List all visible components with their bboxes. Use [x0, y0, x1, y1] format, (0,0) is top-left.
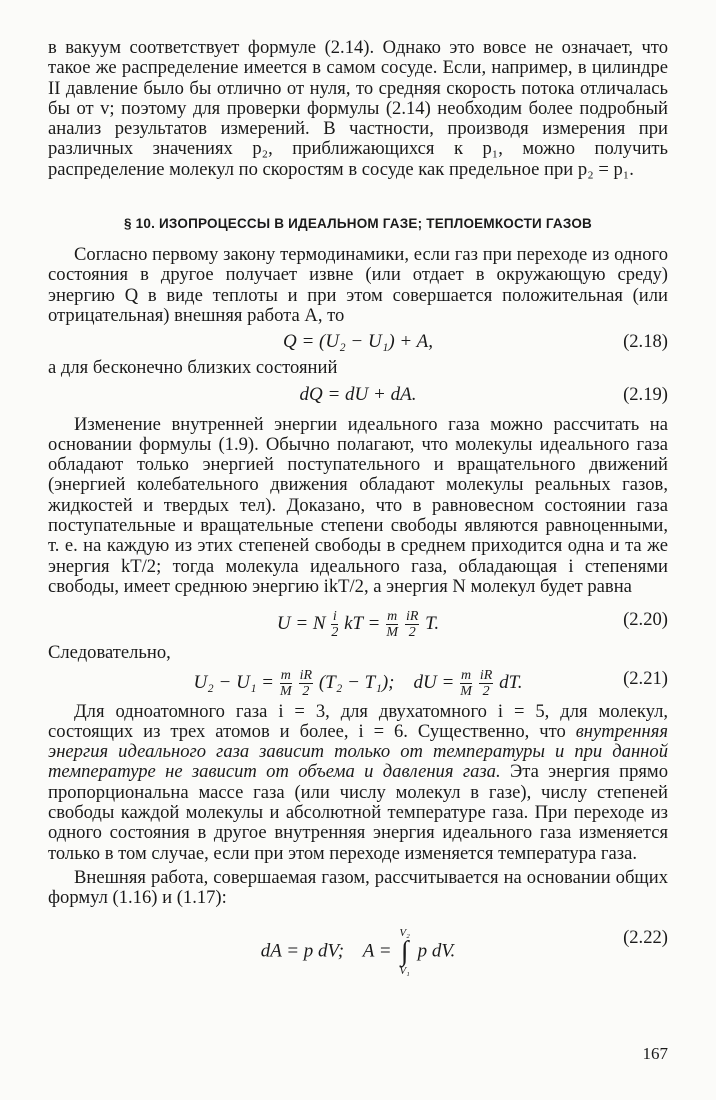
paragraph-monatomic-a: Для одноатомного газа i = 3, для двухатомного i = 5, для молекул, состоящих из трех атомов и более, i = 6. Существенно, что [48, 700, 668, 742]
eq-2-21-part4: dT. [499, 671, 523, 693]
intro-paragraph: в вакуум соответствует формуле (2.14). Однако это вовсе не означает, что такое же распределение имеется в самом сосуде. Если, например, в цилиндре II давление было бы отлично от нуля, то средняя скорость потока отличалась бы от v; поэтому для проверки формулы (2.14) необходим более подробный анализ результатов измерений. В частности, производя измерения при различных значениях p₂, приближающихся к p₁, можно получить распределение молекул по скоростям в сосуде как предельное при p₂ = p₁. [48, 37, 668, 180]
paragraph-internal-energy: Изменение внутренней энергии идеального газа можно рассчитать на основании формулы (1.9). Обычно полагают, что молекулы идеального газа обладают только энергией поступательного и вращательного движений (энергией колебательного движения обладают молекулы реальных газов, жидкостей и твердых тел). Доказано, что в равновесном состоянии газа поступательные и вращательные степени свободы являются равноценными, т. е. на каждую из этих степеней свободы в среднем приходится одна и та же энергия kT/2; тогда молекула идеального газа, обладающая i степенями свободы, имеет среднюю энергию ikT/2, а энергия N молекул будет равна [48, 413, 668, 597]
paragraph-monatomic-italic: внутренняя энергия идеального газа зависит только от температуры и при данной температуре не зависит от объема и давления газа. [48, 720, 668, 783]
eq-2-21-part1: U₂ − U₁ = [193, 671, 274, 693]
paragraph-consequently: Следовательно, [48, 642, 171, 664]
eq-2-20-part3: T. [425, 613, 440, 635]
eq-2-21-fraction-m-over-M: $\frac{m}{M}$ [279, 667, 292, 699]
equation-2-22-formula [48, 927, 668, 977]
eq-2-21-fraction-iR-over-2-2: $\frac{iR}{2}$ [479, 667, 493, 699]
paragraph-close-states: а для бесконечно близких состояний [48, 357, 338, 379]
page-number: 167 [642, 1044, 668, 1063]
equation-2-22 [48, 909, 668, 977]
eq-2-20-fraction-i-over-2: $\frac{i}{2}$ [331, 609, 339, 641]
equation-2-18 [48, 326, 668, 358]
equation-2-21 [48, 656, 668, 702]
equation-2-19-formula: dQ = dU + dA. [299, 383, 417, 405]
equation-2-19-number: (2.19) [623, 383, 668, 405]
eq-2-21-fraction-m-over-M-2: $\frac{m}{M}$ [460, 667, 472, 699]
equation-2-18-number: (2.18) [623, 331, 668, 353]
paragraph-monatomic [48, 702, 668, 864]
paragraph-monatomic-b: Эта энергия прямо пропорциональна массе газа (или числу молекул в газе), числу степеней свободы каждой молекулы и абсолютной температуре газа. При переходе из одного состояния в другое внутренняя энергия идеального газа изменяется только в том случае, если при этом переходе изменяется температура газа. [48, 761, 668, 864]
equation-2-21-number: (2.21) [623, 667, 668, 689]
section-title: § 10. ИЗОПРОЦЕССЫ В ИДЕАЛЬНОМ ГАЗЕ; ТЕПЛОЕМКОСТИ ГАЗОВ [124, 216, 592, 232]
integral-icon: V₂ ∫ V₁ [399, 926, 410, 977]
eq-2-21-part2: (T₂ − T₁); [318, 671, 395, 693]
equation-2-20-number: (2.20) [623, 609, 668, 631]
eq-2-20-part2: kT = [344, 613, 381, 635]
eq-2-22-part3: p dV. [417, 939, 456, 961]
paragraph-work: Внешняя работа, совершаемая газом, рассчитывается на основании общих формул (1.16) и (1.17): [48, 866, 668, 909]
equation-2-20 [48, 597, 668, 643]
eq-2-21-part3: dU = [413, 671, 455, 693]
eq-2-22-part2: A = [362, 939, 392, 961]
equation-2-19 [48, 379, 668, 411]
eq-2-22-part1: dA = p dV; [260, 939, 345, 961]
equation-2-20-formula [48, 609, 668, 640]
eq-2-20-part1: U = N [276, 613, 326, 635]
equation-2-21-formula [48, 668, 668, 699]
eq-2-20-fraction-m-over-M: $\frac{m}{M}$ [386, 609, 398, 641]
eq-2-21-fraction-iR-over-2: $\frac{iR}{2}$ [299, 667, 313, 699]
page-body [48, 37, 668, 977]
paragraph-first-law: Согласно первому закону термодинамики, если газ при переходе из одного состояния в другое получает извне (или отдает в окружающую среду) энергию Q в виде теплоты и при этом совершается положительная (или отрицательная) внешняя работа A, то [48, 244, 668, 326]
equation-2-22-number: (2.22) [623, 926, 668, 948]
eq-2-20-fraction-iR-over-2: $\frac{iR}{2}$ [405, 609, 419, 641]
equation-2-18-formula: Q = (U₂ − U₁) + A, [282, 331, 433, 353]
